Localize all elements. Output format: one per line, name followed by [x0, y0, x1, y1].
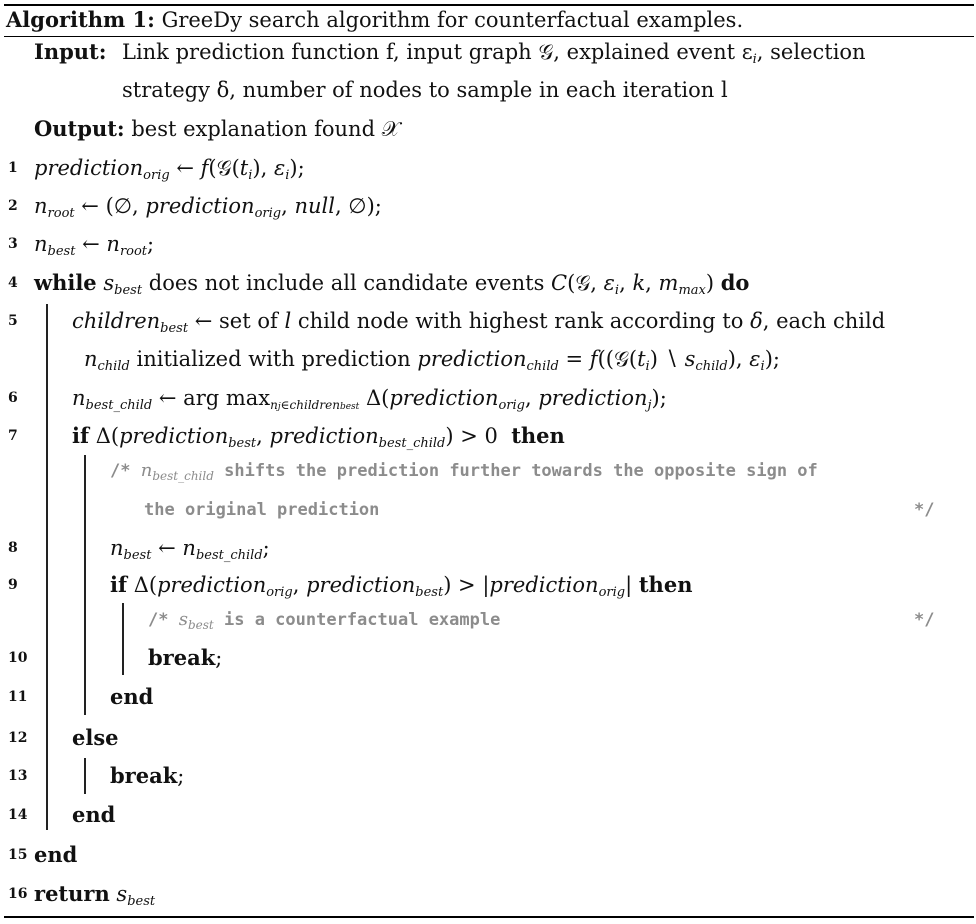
line-5-code: children$_{best}$ ← set of l child node with highest rank according to δ, each child	[72, 309, 886, 336]
comment-2: /* $s_{best}$ is a counterfactual example	[148, 609, 501, 632]
bottom-rule	[4, 916, 974, 918]
line-11-end: end	[110, 684, 154, 709]
line-number: 9	[8, 577, 18, 593]
line-number: 12	[8, 730, 28, 746]
while-block-bar	[46, 304, 48, 830]
line-5-text-d: initialized with prediction	[136, 347, 411, 371]
line-number: 3	[8, 236, 18, 252]
output-text: best explanation found 𝒳	[131, 117, 400, 141]
output-keyword: Output:	[34, 116, 125, 141]
if-keyword: if	[110, 572, 128, 597]
line-number: 1	[8, 160, 18, 176]
line-6-code: $n_{best\_child}$ ← arg $\max_{nj\in childrenbest}$ Δ(prediction$_{orig}$, prediction$_j$);	[72, 386, 667, 413]
line-number: 5	[8, 313, 18, 329]
line-number: 4	[8, 275, 18, 291]
algorithm-label: Algorithm 1:	[6, 7, 155, 32]
break-keyword: break	[148, 645, 216, 670]
else-block-bar	[84, 758, 86, 794]
while-keyword: while	[34, 270, 97, 295]
input-keyword: Input:	[34, 39, 107, 64]
input-line-1	[34, 38, 107, 66]
comment-open: /*	[148, 610, 169, 630]
line-number: 8	[8, 540, 18, 556]
line-14-end: end	[72, 802, 116, 827]
line-number: 10	[8, 650, 28, 666]
line-5-text-a: set of	[219, 309, 278, 333]
line-number: 13	[8, 768, 28, 784]
line-9-code: if Δ(prediction$_{orig}$, prediction$_{best}$) > |prediction$_{orig}$| then	[110, 572, 693, 600]
inner-if-block-bar	[122, 603, 124, 675]
return-keyword: return	[34, 881, 110, 906]
comment-1: /* $n_{best\_child}$ shifts the prediction further towards the opposite sign of	[110, 460, 818, 483]
line-5-text-b: child node with highest rank according to	[297, 309, 744, 333]
line-5-cont: $n_{child}$ initialized with prediction prediction$_{child}$ = $f((𝒢(t_i)$ ∖ $s_{child}$), $\varepsilon_i$);	[84, 347, 780, 374]
line-number: 7	[8, 428, 18, 444]
comment-open: /*	[110, 461, 131, 481]
line-2-code: $n_{root}$ ← (∅, prediction$_{orig}$, null, ∅);	[34, 194, 382, 221]
line-number: 14	[8, 807, 28, 823]
line-number: 2	[8, 198, 18, 214]
line-15-end: end	[34, 842, 78, 867]
line-4-text: does not include all candidate events	[148, 271, 545, 295]
line-12-else: else	[72, 725, 119, 750]
comment-2-close: */	[914, 610, 935, 630]
line-16-code: return $s_{best}$	[34, 881, 156, 909]
line-7-code: if Δ(prediction$_{best}$, prediction$_{best\_child}$) > 0 then	[72, 423, 565, 451]
input-sub: i	[752, 52, 757, 67]
input-text-1a: Link prediction function f, input graph 𝒢, explained event ε	[122, 40, 753, 64]
line-number: 6	[8, 390, 18, 406]
then-keyword: then	[511, 423, 565, 448]
if-block-bar	[84, 455, 86, 715]
input-text-1b: , selection	[756, 40, 866, 64]
break-keyword: break	[110, 763, 178, 788]
comment-1-cont: the original prediction	[144, 500, 380, 520]
algorithm-title: GreeDy search algorithm for counterfactual examples.	[161, 8, 744, 32]
comment-1-text: shifts the prediction further towards the opposite sign of	[224, 461, 818, 481]
input-text-2: strategy δ, number of nodes to sample in each iteration l	[122, 78, 728, 102]
line-3-code: $n_{best}$ ← $n_{root}$;	[34, 232, 155, 259]
algorithm-caption	[6, 6, 743, 34]
input-text-1	[122, 38, 866, 66]
line-number: 16	[8, 886, 28, 902]
line-number: 11	[8, 689, 28, 705]
line-5-text-c: , each child	[762, 309, 886, 333]
line-4-code: while $s_{best}$ does not include all candidate events C(𝒢, $\varepsilon_i$, k, $m_{max}$) do	[34, 270, 750, 298]
line-13-code: break;	[110, 763, 185, 788]
then-keyword: then	[638, 572, 693, 597]
if-keyword: if	[72, 423, 90, 448]
line-8-code: $n_{best}$ ← $n_{best\_child}$;	[110, 536, 270, 563]
comment-2-text: is a counterfactual example	[224, 610, 501, 630]
comment-1-close: */	[914, 500, 935, 520]
line-number: 15	[8, 847, 28, 863]
do-keyword: do	[720, 270, 750, 295]
line-10-code: break;	[148, 645, 223, 670]
output-line	[34, 115, 400, 143]
line-1-code: prediction$_{orig}$ ← $f(𝒢(t_i)$, $\varepsilon_i$);	[34, 156, 305, 183]
